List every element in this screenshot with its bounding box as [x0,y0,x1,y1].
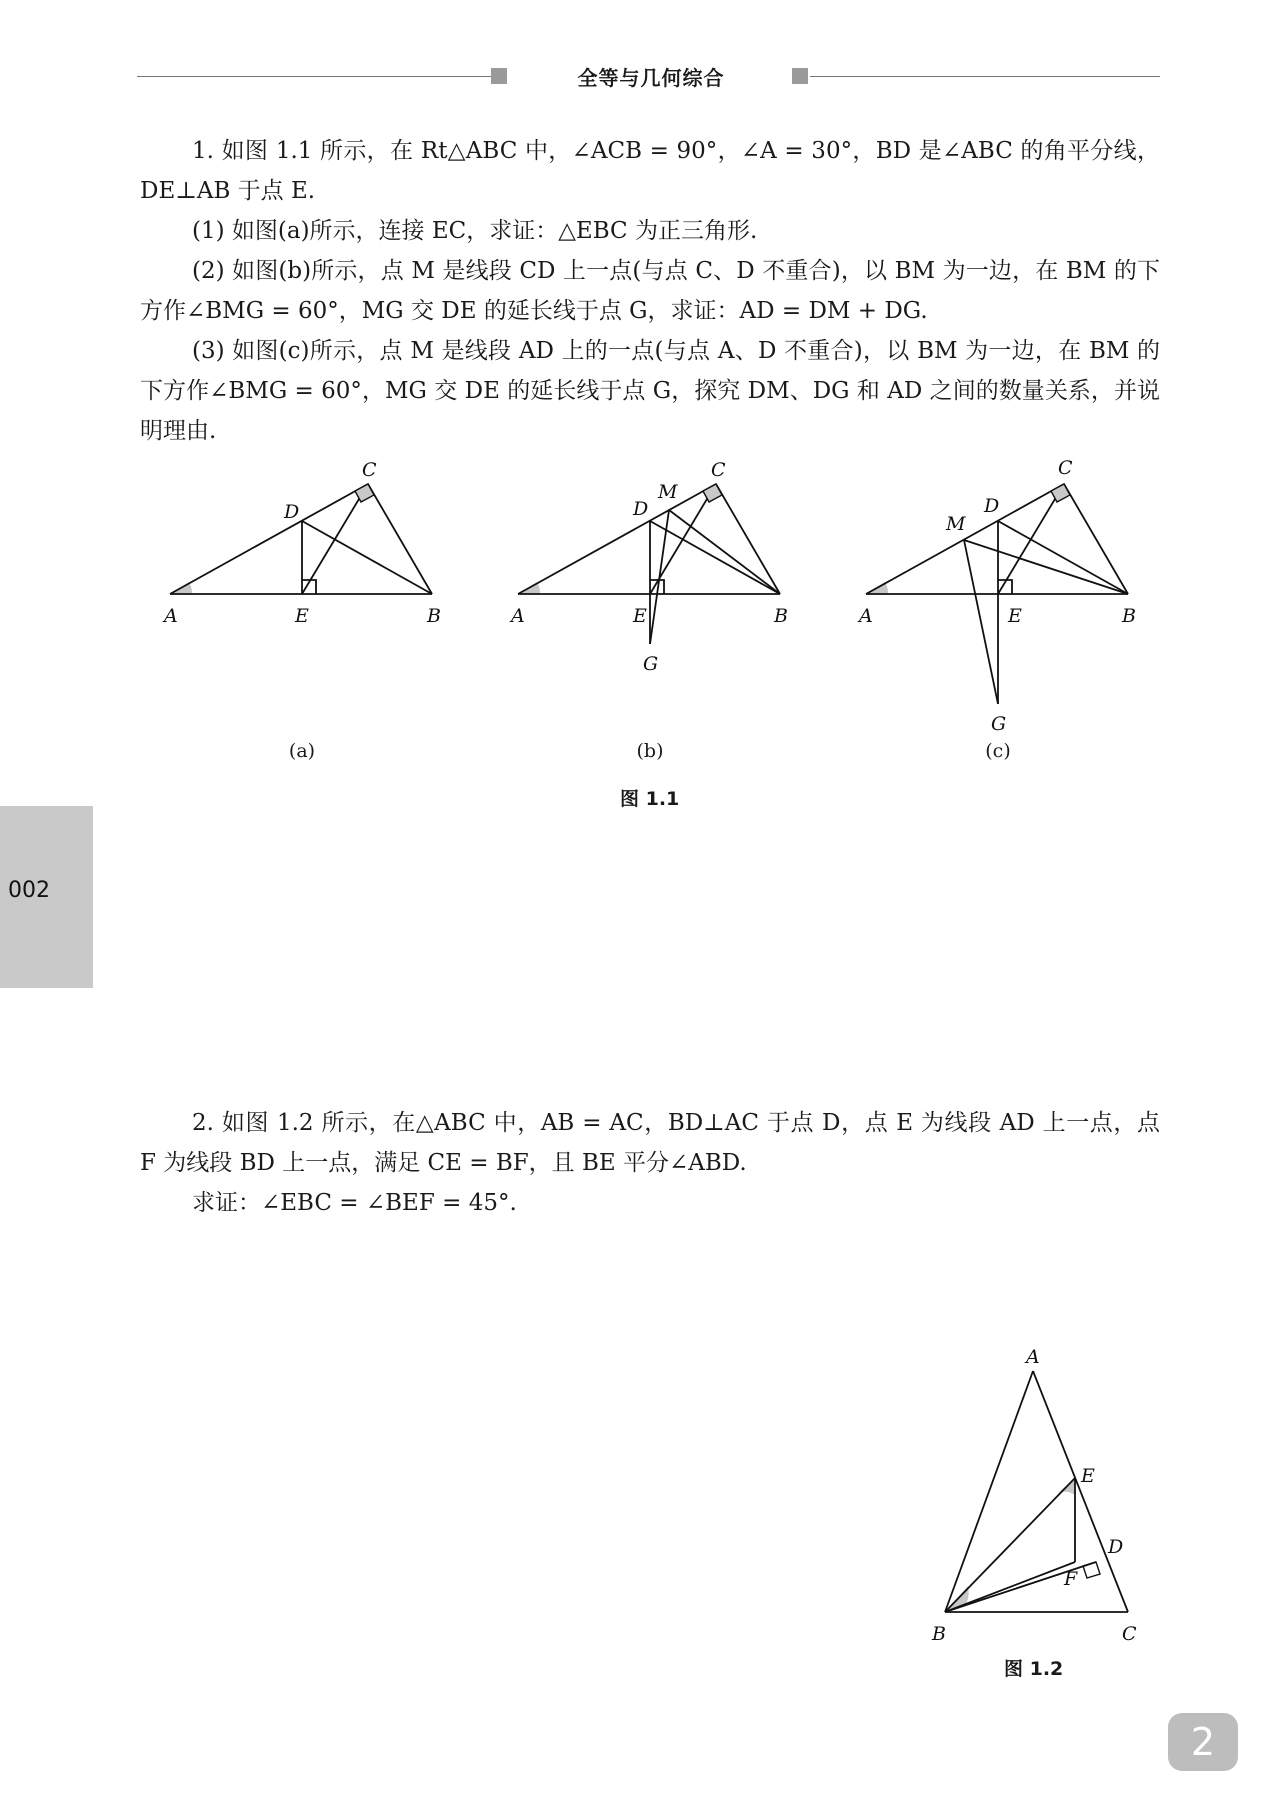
figure-1-1-title: 图 1.1 [620,788,680,810]
problem2-prove: 求证：∠EBC = ∠BEF = 45°. [192,1190,517,1216]
label-a-C: C [362,459,377,481]
label-12-F: F [1064,1568,1078,1590]
label-b-M: M [658,481,678,503]
problem1-part3: (3) 如图(c)所示，点 M 是线段 AD 上的一点(与点 A、D 不重合)，以 BM 为一边，在 BM 的下方作∠BMG = 60°，MG 交 DE 的延长线于点 G，探究 DM、DG 和 AD 之间的数量关系，并说明理由. [140,338,1160,444]
label-c-B: B [1122,605,1136,627]
figure-1-2 [931,1346,1137,1645]
problem1-part2: (2) 如图(b)所示，点 M 是线段 CD 上一点(与点 C、D 不重合)，以 BM 为一边，在 BM 的下方作∠BMG = 60°，MG 交 DE 的延长线于点 G，求证：AD = DM + DG. [140,258,1160,324]
label-b-G: G [643,653,659,675]
page-number-badge: 2 [1168,1713,1238,1771]
label-12-A: A [1026,1346,1040,1368]
running-header-title: 全等与几何综合 [577,66,725,90]
label-a-A: A [164,605,178,627]
label-a-E: E [295,605,309,627]
label-c-G: G [991,713,1007,735]
label-12-C: C [1122,1623,1137,1645]
label-c-C: C [1058,457,1073,479]
label-c-E: E [1008,605,1022,627]
label-a-D: D [284,501,300,523]
label-12-E: E [1081,1465,1095,1487]
label-b-D: D [633,498,649,520]
label-12-B: B [932,1623,946,1645]
label-a-B: B [427,605,441,627]
label-b-B: B [774,605,788,627]
problem1-intro: 1. 如图 1.1 所示，在 Rt△ABC 中，∠ACB = 90°，∠A = 30°，BD 是∠ABC 的角平分线，DE⊥AB 于点 E. [140,138,1160,204]
page-side-tab [0,806,93,988]
label-c-A: A [859,605,873,627]
label-b-E: E [633,605,647,627]
problem2-intro: 2. 如图 1.2 所示，在△ABC 中，AB = AC，BD⊥AC 于点 D，点 E 为线段 AD 上一点，点 F 为线段 BD 上一点，满足 CE = BF，且 BE 平分∠ABD. [140,1110,1160,1176]
figure-1-1b [509,459,788,675]
label-b-A: A [511,605,525,627]
caption-c: (c) [985,740,1011,762]
label-c-D: D [984,495,1000,517]
label-b-C: C [711,459,726,481]
caption-a: (a) [288,740,316,762]
side-page-number: 002 [8,878,50,903]
figure-1-2-title: 图 1.2 [1004,1658,1064,1680]
figure-1-1a [162,459,441,627]
problem1-part1: (1) 如图(a)所示，连接 EC，求证：△EBC 为正三角形. [192,218,758,244]
caption-b: (b) [636,740,664,762]
label-c-M: M [946,513,966,535]
label-12-D: D [1108,1536,1124,1558]
figure-1-1c [857,457,1136,735]
